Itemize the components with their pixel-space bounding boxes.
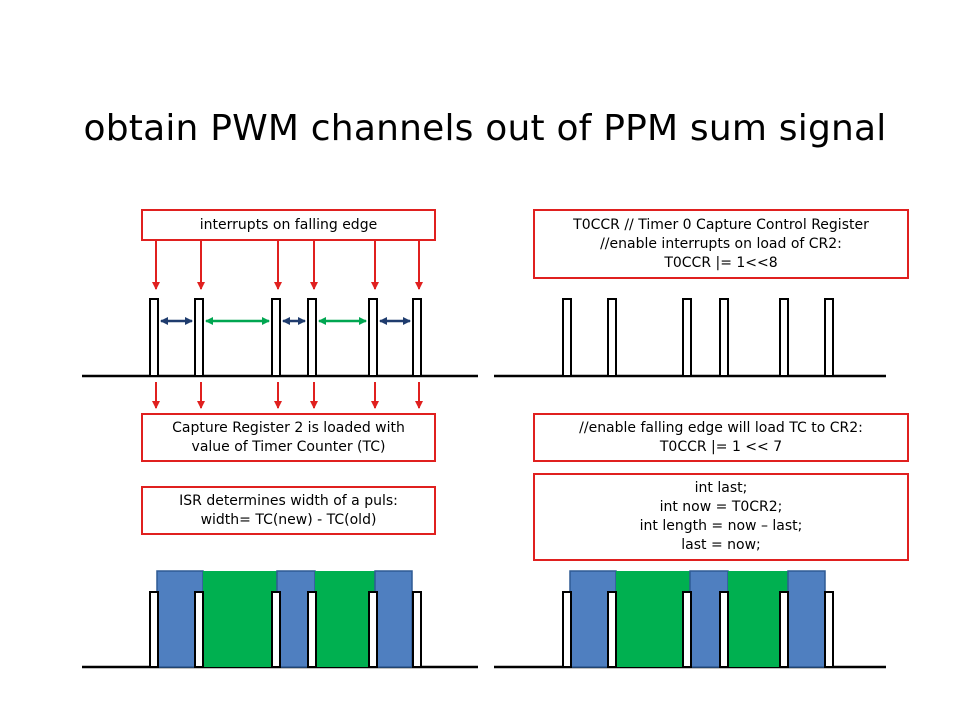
- left-top-pulse-6: [413, 299, 421, 376]
- right-pwm-block-5: [788, 571, 825, 667]
- left-top-pulse-2: [195, 299, 203, 376]
- interrupts-box-text: interrupts on falling edge: [199, 216, 378, 233]
- isr-line-1: ISR determines width of a puls:: [179, 492, 398, 509]
- code-line-3: int length = now – last;: [639, 518, 803, 534]
- register-line-1: T0CCR // Timer 0 Capture Control Register: [573, 216, 869, 233]
- capture-register-line-1: Capture Register 2 is loaded with: [172, 419, 405, 436]
- capture-register-line-2: value of Timer Counter (TC): [191, 438, 386, 455]
- code-line-4: last = now;: [681, 537, 761, 553]
- left-pwm-block-4: [315, 571, 375, 667]
- right-top-pulse-5: [780, 299, 788, 376]
- left-pwm-block-5: [375, 571, 412, 667]
- interrupts-box: [141, 209, 436, 241]
- right-bottom-pulse-4: [720, 592, 728, 667]
- right-bottom-pulse-3: [683, 592, 691, 667]
- right-pwm-block-2: [616, 571, 690, 667]
- right-bottom-pulse-2: [608, 592, 616, 667]
- right-bottom-pulse-6: [825, 592, 833, 667]
- register-line-3: T0CCR |= 1<<8: [664, 254, 778, 271]
- right-top-pulse-1: [563, 299, 571, 376]
- page-title: obtain PWM channels out of PPM sum signal: [83, 108, 887, 149]
- left-bottom-pulse-5: [369, 592, 377, 667]
- isr-box: [141, 486, 436, 535]
- left-top-pulse-4: [308, 299, 316, 376]
- right-top-pulse-2: [608, 299, 616, 376]
- falling-edge-line-2: T0CCR |= 1 << 7: [659, 438, 783, 455]
- code-box: [533, 473, 909, 561]
- right-top-pulse-4: [720, 299, 728, 376]
- register-line-2: //enable interrupts on load of CR2:: [600, 235, 842, 252]
- right-bottom-pulse-5: [780, 592, 788, 667]
- left-top-pulse-5: [369, 299, 377, 376]
- left-top-pulse-3: [272, 299, 280, 376]
- code-line-1: int last;: [694, 480, 748, 496]
- register-box: [533, 209, 909, 279]
- left-pwm-block-2: [203, 571, 277, 667]
- capture-register-box: [141, 413, 436, 462]
- right-bottom-pulse-1: [563, 592, 571, 667]
- falling-edge-line-1: //enable falling edge will load TC to CR2:: [579, 419, 863, 436]
- falling-edge-box: [533, 413, 909, 462]
- right-top-pulse-3: [683, 299, 691, 376]
- left-bottom-pulse-1: [150, 592, 158, 667]
- left-bottom-pulse-2: [195, 592, 203, 667]
- isr-line-2: width= TC(new) - TC(old): [200, 511, 377, 528]
- left-bottom-pulse-6: [413, 592, 421, 667]
- right-top-pulse-6: [825, 299, 833, 376]
- left-top-pulse-1: [150, 299, 158, 376]
- left-bottom-pulse-4: [308, 592, 316, 667]
- left-bottom-pulse-3: [272, 592, 280, 667]
- code-line-2: int now = T0CR2;: [659, 499, 783, 515]
